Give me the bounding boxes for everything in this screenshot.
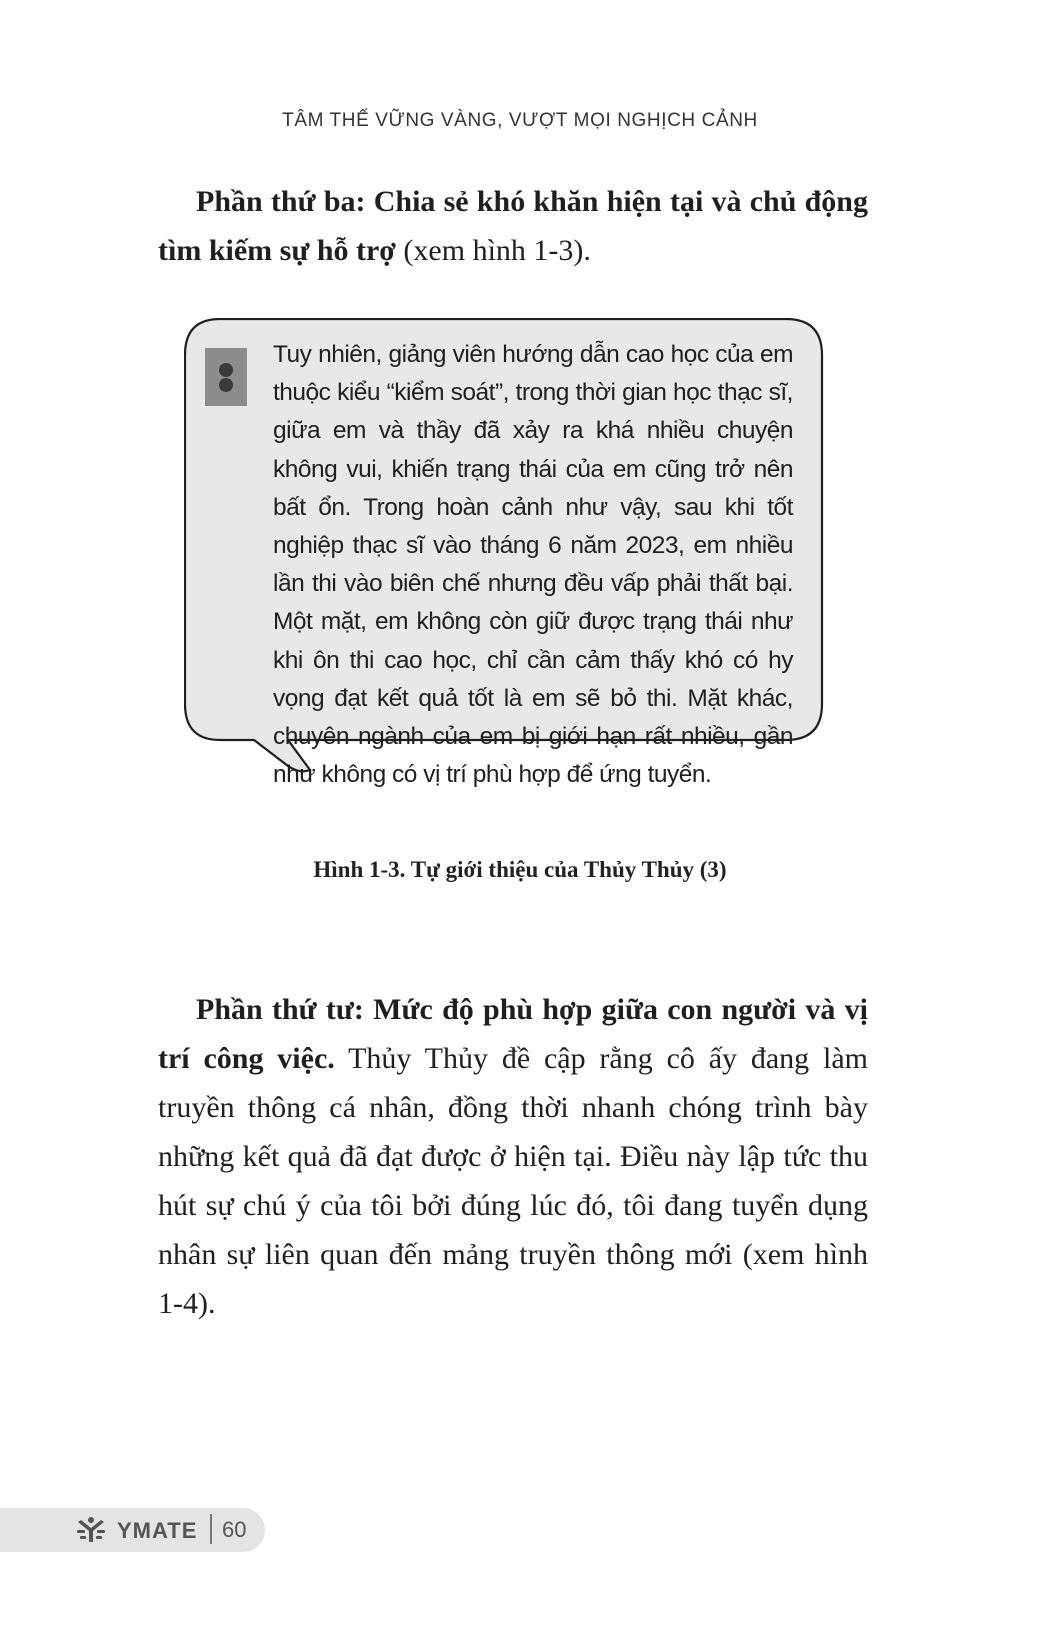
ymate-logo-icon — [74, 1516, 108, 1544]
page-number: 60 — [222, 1517, 247, 1542]
section-4-heading: Phần thứ tư: Mức độ phù hợp giữa con người và vị trí công việc. — [158, 993, 868, 1075]
bubble-message-text: Tuy nhiên, giảng viên hướng dẫn cao học của em thuộc kiểu “kiểm soát”, trong thời gian học thạc sĩ, giữa em và thầy đã xảy ra khá nhiều chuyện không vui, khiến trạng thái của em cũng trở nên bất ổn. Trong hoàn cảnh như vậy, sau khi tốt nghiệp thạc sĩ vào tháng 6 năm 2023, em nhiều lần thi vào biên chế nhưng đều vấp phải thất bại. Một mặt, em không còn giữ được trạng thái như khi ôn thi cao học, chỉ cần cảm thấy khó có hy vọng đạt kết quả tốt là em sẽ bỏ thi. Mặt khác, chuyên ngành của em bị giới hạn rất nhiều, gần như không có vị trí phù hợp để ứng tuyển. — [273, 341, 793, 789]
section-3-paragraph — [158, 177, 868, 275]
speech-bubble-figure — [184, 318, 824, 808]
figure-caption: Hình 1-3. Tự giới thiệu của Thủy Thủy (3) — [313, 857, 727, 882]
footer-brand: YMATE — [117, 1518, 198, 1543]
footer-page-badge — [0, 1508, 265, 1552]
section-4-paragraph — [158, 985, 868, 1328]
section-3-figure-ref: (xem hình 1-3). — [403, 234, 591, 267]
footer-divider — [210, 1514, 212, 1544]
section-3-heading: Phần thứ ba: Chia sẻ khó khăn hiện tại và chủ động tìm kiếm sự hỗ trợ — [158, 185, 868, 267]
running-header: TÂM THẾ VỮNG VÀNG, VƯỢT MỌI NGHỊCH CẢNH — [282, 110, 758, 131]
section-4-body: Thủy Thủy đề cập rằng cô ấy đang làm truyền thông cá nhân, đồng thời nhanh chóng trình bày những kết quả đã đạt được ở hiện tại. Điều này lập tức thu hút sự chú ý của tôi bởi đúng lúc đó, tôi đang tuyển dụng nhân sự liên quan đến mảng truyền thông mới (xem hình 1-4). — [158, 1042, 868, 1320]
chat-avatar-icon — [205, 348, 247, 406]
